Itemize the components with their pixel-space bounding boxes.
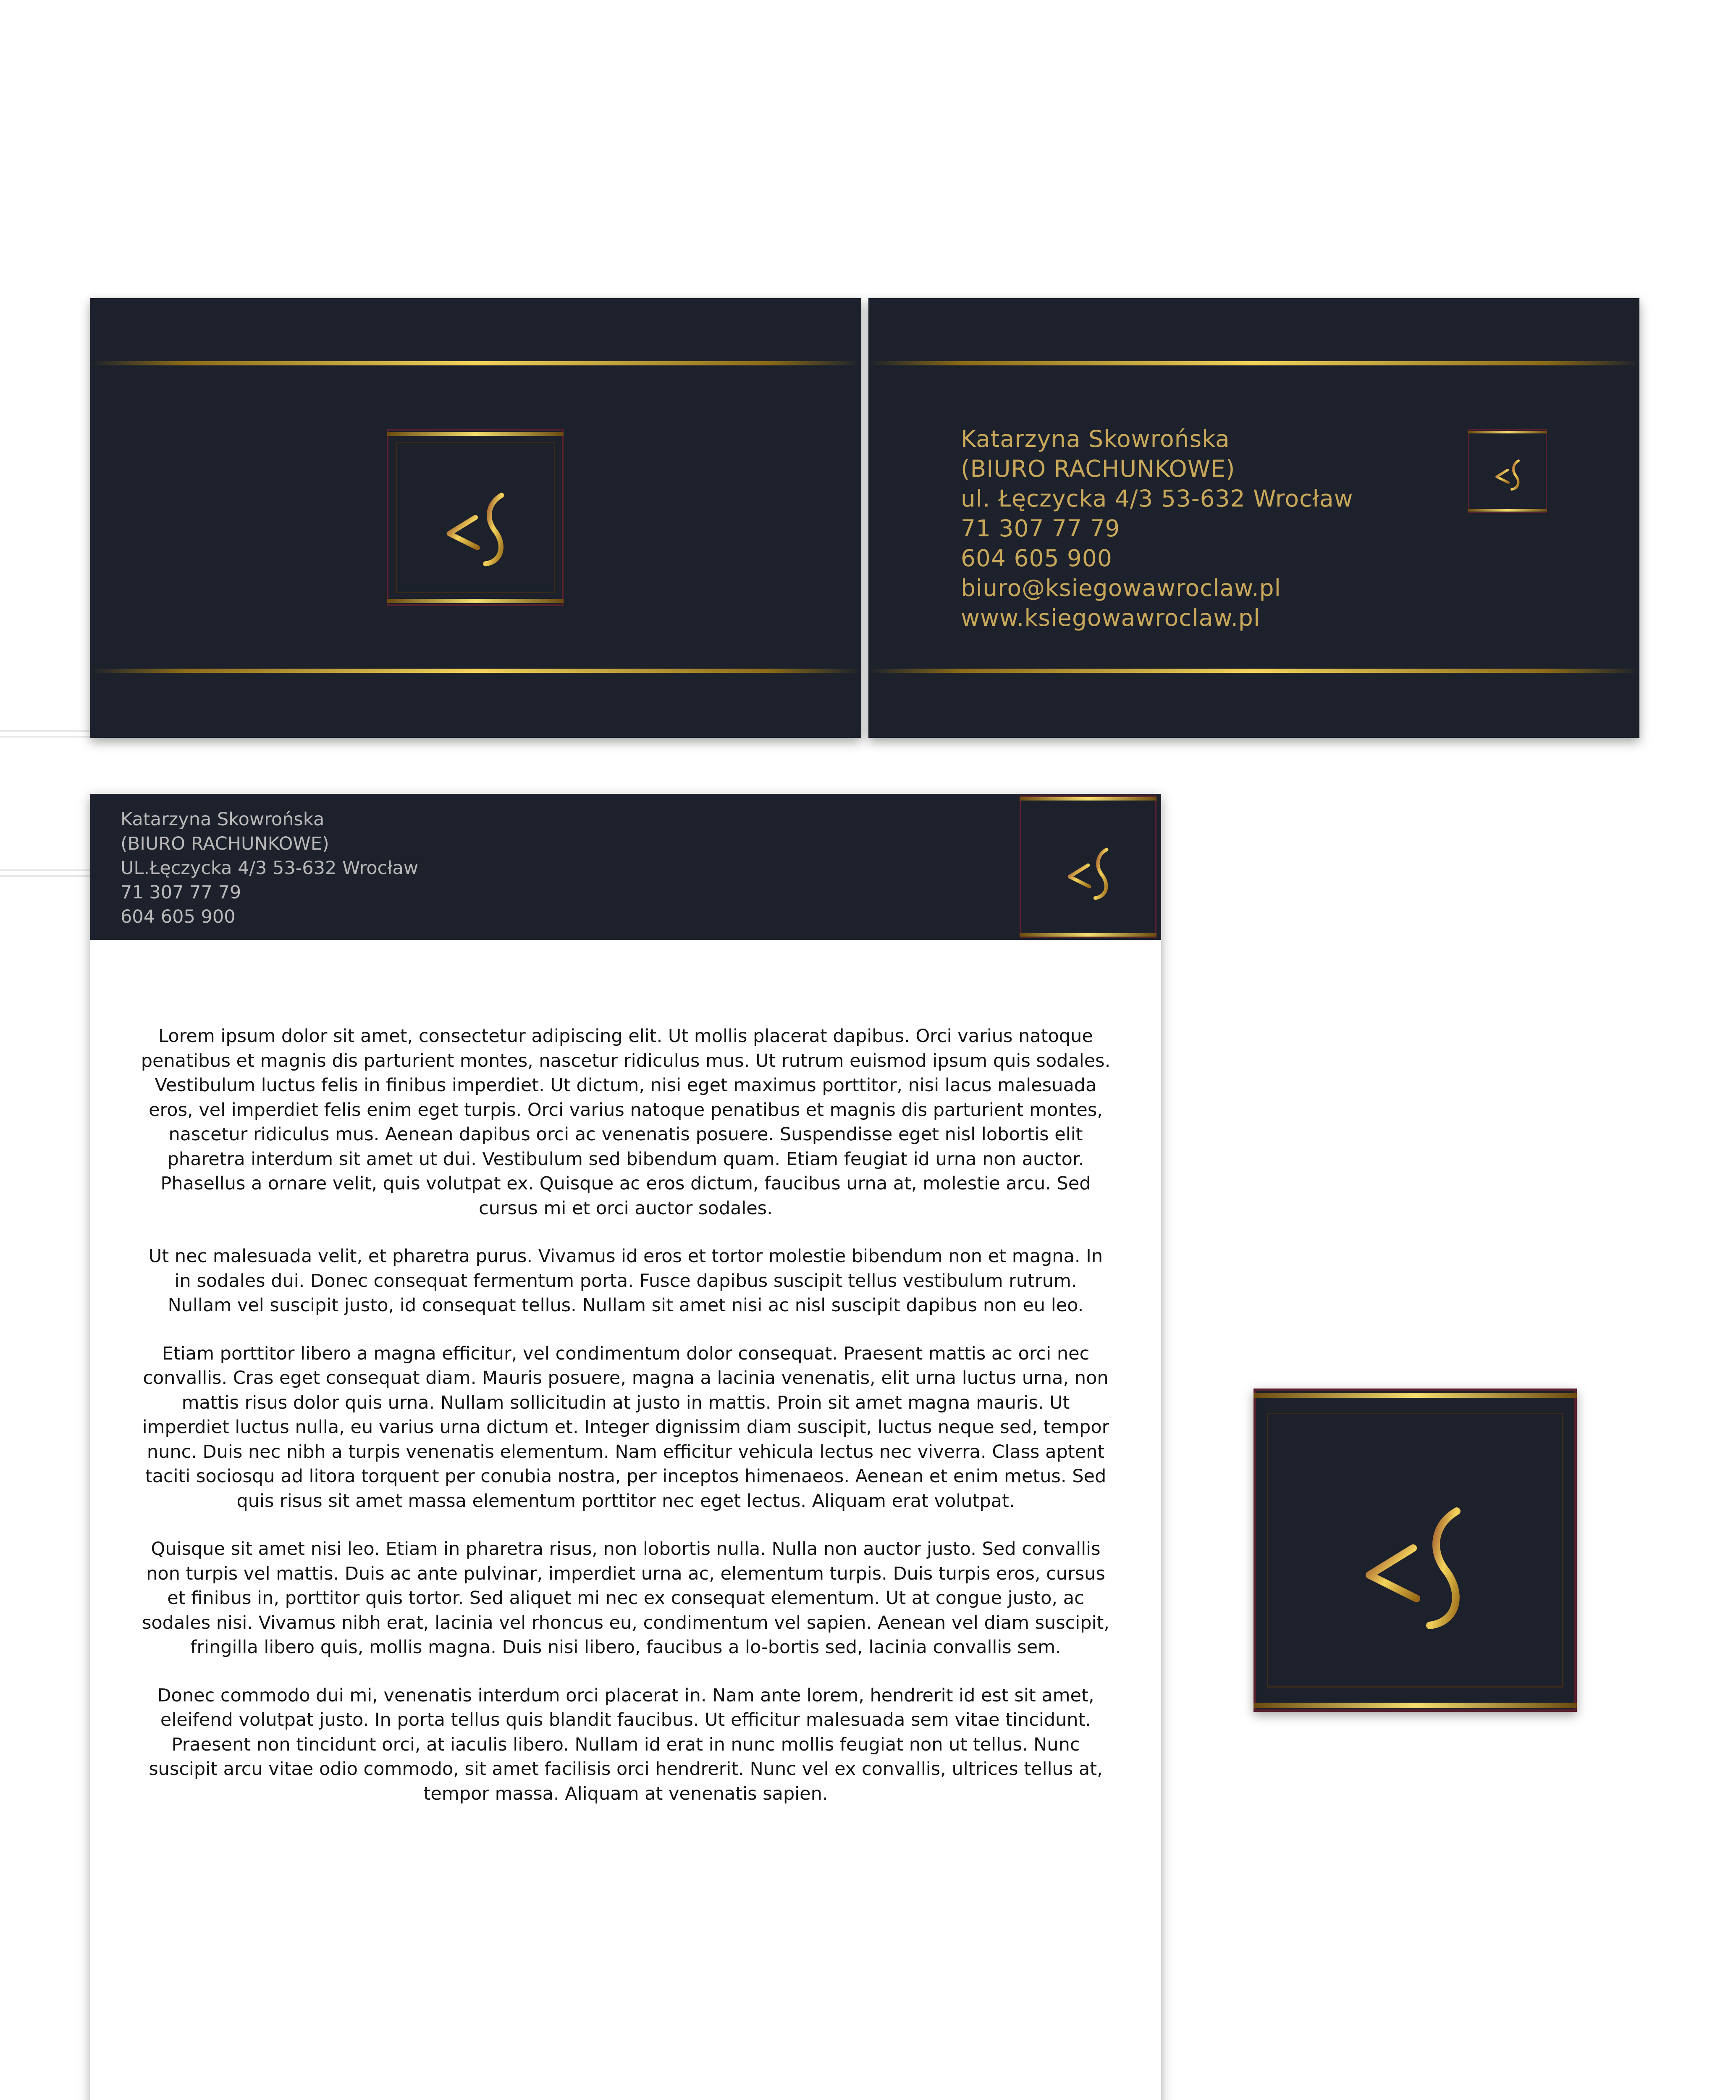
logo-gold-bar [1020, 933, 1156, 937]
logo-monogram [425, 459, 526, 576]
letterhead-page [90, 794, 1161, 2100]
letterhead-header [90, 794, 1161, 940]
logo-gold-bar [1253, 1703, 1577, 1708]
logo-monogram [1052, 819, 1124, 911]
card-top-gold-line [90, 361, 861, 365]
logo-gold-bar [1468, 431, 1547, 433]
contact-name: Katarzyna Skowrońska [121, 809, 325, 830]
logo-small [1468, 429, 1547, 513]
body-paragraph: Etiam porttitor libero a magna efficitur, vel condimentum dolor consequat. Praesent mattis ac orci nec convallis. Cras eget consequat diam. Mauris posuere, magna a lacinia venenatis, elit urna luctus urna, non mattis risus dolor quis urna. Nullam sollicitudin at justo in mattis. Proin sit amet magna mauris. Ut imperdiet luctus nulla, eu varius urna dictum et. Integer dignissim diam suscipit, luctus neque sed, tempor nunc. Duis nec nibh a turpis venenatis elementum. Nam efficitur vehicula lectus nec viverra. Class aptent taciti sociosqu ad litora torquent per conubia nostra, per inceptos himenaeos. Aenean et enim metus. Sed quis risus sit amet massa elementum porttitor nec eget lectus. Aliquam erat volutpat. [142, 1343, 1109, 1512]
contact-address: ul. Łęczycka 4/3 53-632 Wrocław [961, 485, 1353, 512]
letterhead-contact-block [121, 807, 418, 929]
contact-phone-mobile: 604 605 900 [961, 545, 1112, 572]
logo-gold-bar [1253, 1393, 1577, 1398]
contact-office: (BIURO RACHUNKOWE) [121, 833, 329, 854]
card-top-gold-line [868, 361, 1639, 365]
card-bottom-gold-line [90, 669, 861, 673]
card-contact-block [961, 424, 1353, 633]
letterhead-logo [1020, 795, 1156, 938]
letterhead-body [141, 1024, 1111, 1830]
body-paragraph: Lorem ipsum dolor sit amet, consectetur adipiscing elit. Ut mollis placerat dapibus. Orci varius natoque penatibus et magnis dis parturient montes, nascetur ridiculus mus. Ut rutrum euismod ipsum quis sodales. Vestibulum luctus felis in finibus imperdiet. Ut dictum, nisi eget maximus porttitor, nisi lacus malesuada eros, vel imperdiet felis enim eget turpis. Orci varius natoque penatibus et magnis dis parturient montes, nascetur ridiculus mus. Aenean dapibus orci ac venenatis posuere. Suspendisse eget nisl lobortis elit pharetra interdum sit amet ut dui. Vestibulum sed bibendum quam. Etiam feugiat id urna non auctor. Phasellus a ornare velit, quis volutpat ex. Quisque ac eros dictum, faucibus urna at, molestie arcu. Sed cursus mi et orci auctor sodales. [141, 1026, 1111, 1219]
contact-phone-landline: 71 307 77 79 [961, 515, 1120, 542]
contact-name: Katarzyna Skowrońska [961, 425, 1230, 452]
logo-monogram [1329, 1439, 1497, 1657]
body-paragraph: Quisque sit amet nisi leo. Etiam in pharetra risus, non lobortis nulla. Nulla non auctor justo. Sed convallis non turpis vel mattis. Duis ac ante pulvinar, imperdiet urna ac, elementum turpis. Duis turpis eros, cursus et finibus in, porttitor quis tortor. Sed aliquet mi nec ex consequat elementum. Ut at congue justo, ac sodales nisi. Vivamus nibh erat, lacinia vel rhoncus eu, condimentum vel sapien. Aenean vel diam suscipit, fringilla libero quis, mollis magna. Duis nisi libero, faucibus a lo-bortis sed, lacinia convallis sem. [142, 1538, 1110, 1658]
card-bottom-gold-line [868, 669, 1639, 673]
contact-address: UL.Łęczycka 4/3 53-632 Wrocław [121, 858, 419, 879]
logo-gold-bar [1020, 797, 1156, 801]
logo [387, 429, 564, 606]
contact-website: www.ksiegowawroclaw.pl [961, 604, 1261, 631]
contact-office: (BIURO RACHUNKOWE) [961, 455, 1235, 482]
body-paragraph: Ut nec malesuada velit, et pharetra purus. Vivamus id eros et tortor molestie bibendum non et magna. In in sodales dui. Donec consequat fermentum porta. Fusce dapibus suscipit tellus vestibulum rutrum. Nullam vel suscipit justo, id consequat tellus. Nullam sit amet nisi ac nisl suscipit dapibus non eu leo. [148, 1246, 1103, 1316]
logo-monogram [1487, 443, 1529, 497]
logo-gold-bar [1468, 509, 1547, 512]
contact-phone-landline: 71 307 77 79 [121, 882, 241, 903]
business-card-front [90, 298, 861, 738]
contact-phone-mobile: 604 605 900 [121, 906, 236, 927]
logo-gold-bar [387, 599, 564, 603]
logo-badge [1253, 1389, 1577, 1712]
contact-email: biuro@ksiegowawroclaw.pl [961, 575, 1281, 601]
logo-gold-bar [387, 432, 564, 436]
body-paragraph: Donec commodo dui mi, venenatis interdum orci placerat in. Nam ante lorem, hendrerit id est sit amet, eleifend volutpat justo. In porta tellus quis blandit faucibus. Ut efficitur malesuada sem vitae tincidunt. Praesent non tincidunt orci, at iaculis libero. Nullam id erat in nunc mollis feugiat non ut tellus. Nunc suscipit arcu vitae odio commodo, sit amet facilisis orci hendrerit. Nunc vel ex convallis, ultrices tellus at, tempor massa. Aliquam at venenatis sapien. [149, 1685, 1103, 1804]
